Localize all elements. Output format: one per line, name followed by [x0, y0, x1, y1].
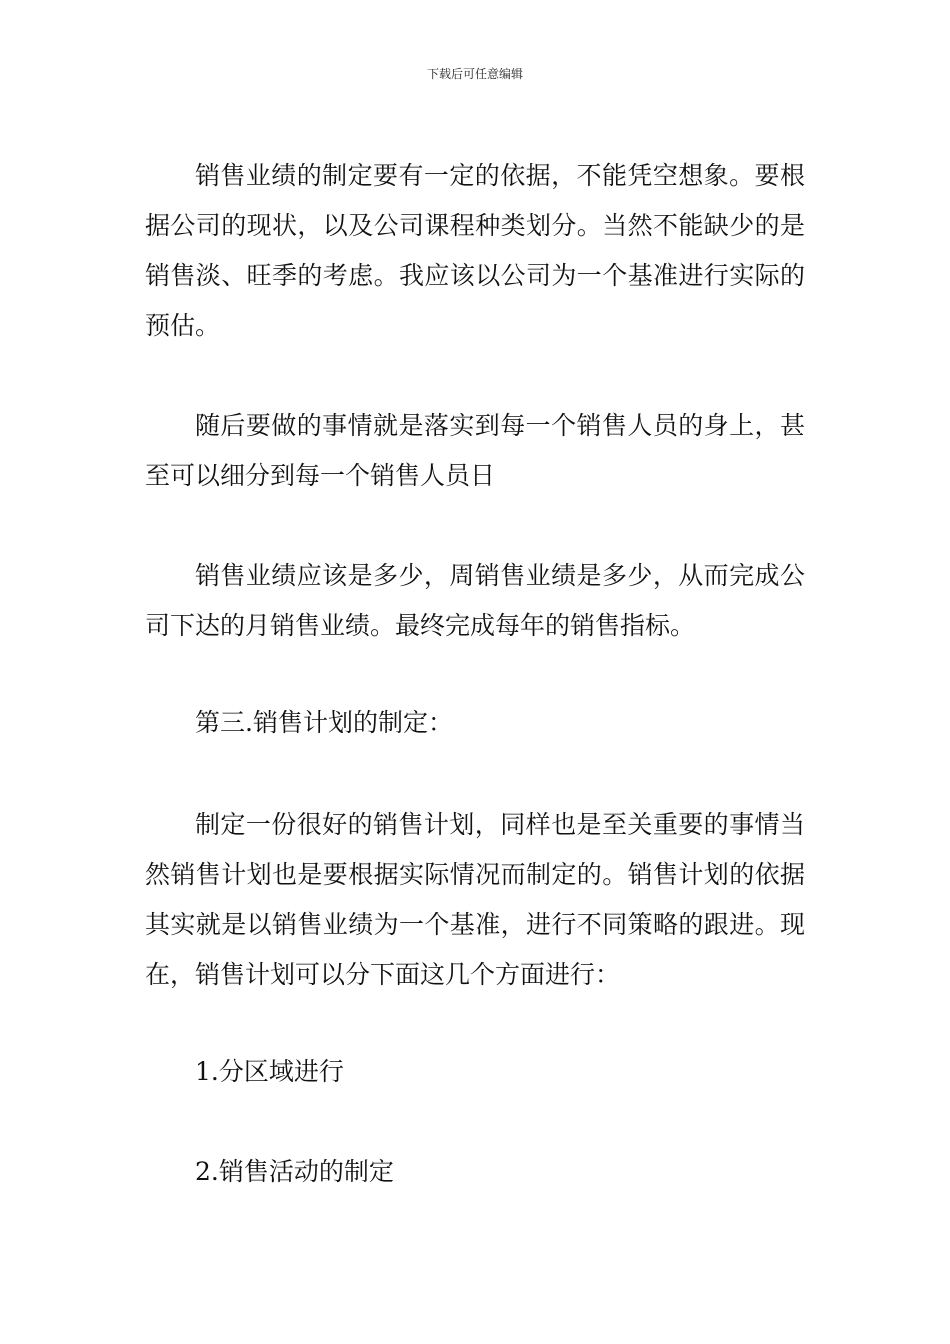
- list-item-sales-activities: 2.销售活动的制定: [195, 1157, 394, 1186]
- list-item-by-region: 1.分区域进行: [195, 1057, 344, 1086]
- paragraph-sales-target-basis: 销售业绩的制定要有一定的依据，不能凭空想象。要根据公司的现状，以及公司课程种类划分。当然不能缺少的是销售淡、旺季的考虑。我应该以公司为一个基准进行实际的预估。: [145, 161, 805, 340]
- paragraph-assign-to-staff: 随后要做的事情就是落实到每一个销售人员的身上，甚至可以细分到每一个销售人员日: [145, 411, 805, 490]
- paragraph-weekly-monthly-targets: 销售业绩应该是多少，周销售业绩是多少，从而完成公司下达的月销售业绩。最终完成每年的销售指标。: [145, 561, 805, 640]
- header-note: 下载后可任意编辑: [426, 67, 523, 81]
- paragraph-sales-plan-intro: 制定一份很好的销售计划，同样也是至关重要的事情当然销售计划也是要根据实际情况而制定的。销售计划的依据其实就是以销售业绩为一个基准，进行不同策略的跟进。现在，销售计划可以分下面这几个方面进行：: [145, 810, 805, 989]
- section-heading-sales-plan: 第三.销售计划的制定：: [195, 708, 453, 737]
